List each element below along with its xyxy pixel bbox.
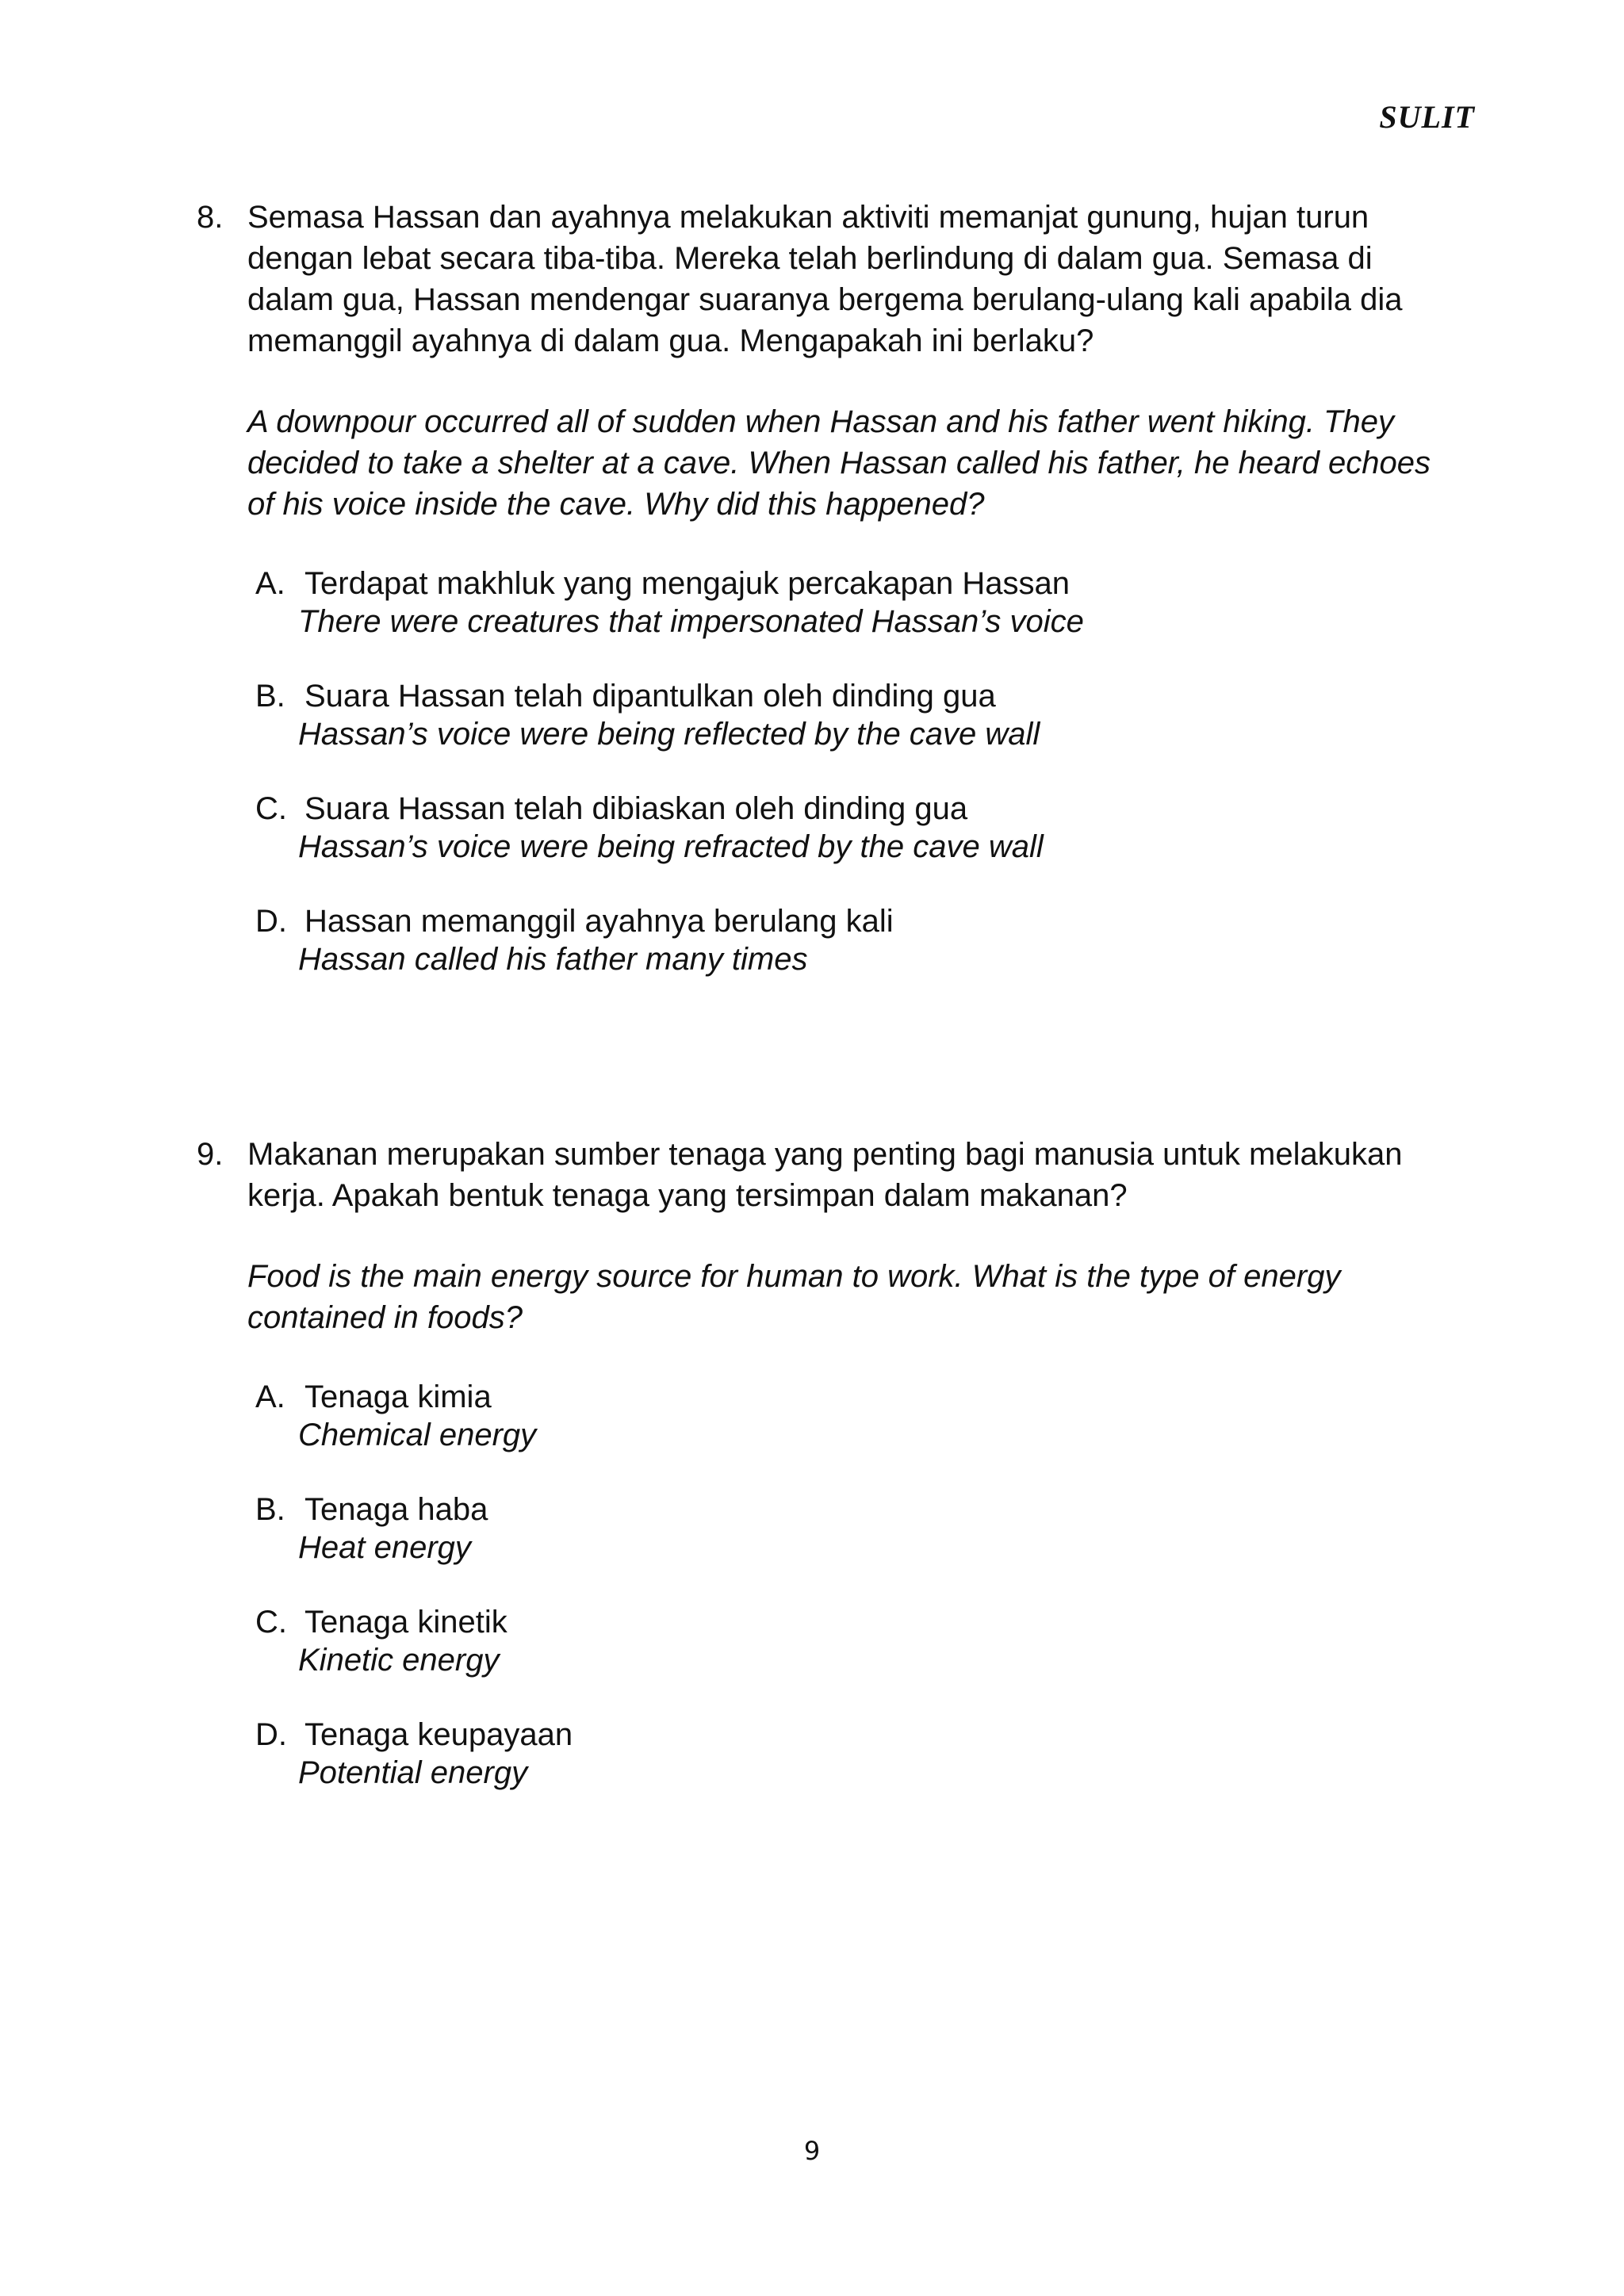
option-c[interactable]: [255, 1603, 1465, 1679]
option-b[interactable]: [255, 677, 1465, 753]
option-text-english: Heat energy: [298, 1530, 471, 1565]
option-text-malay: Tenaga haba: [304, 1492, 488, 1527]
answer-options: [255, 1378, 1465, 1792]
option-d[interactable]: [255, 902, 1465, 978]
option-text-malay: Terdapat makhluk yang mengajuk percakapan Hassan: [304, 566, 1071, 601]
option-text-malay: Suara Hassan telah dibiaskan oleh dinding gua: [304, 791, 968, 826]
page-number: 9: [803, 2136, 821, 2166]
option-text-english: Hassan’s voice were being refracted by the cave wall: [298, 829, 1044, 864]
option-text-malay: Tenaga kimia: [304, 1380, 492, 1414]
option-b[interactable]: [255, 1490, 1465, 1567]
option-letter: C.: [255, 791, 287, 826]
option-text-malay: Suara Hassan telah dipantulkan oleh dinding gua: [304, 679, 996, 714]
question-number: 9.: [197, 1137, 224, 1172]
option-d[interactable]: [255, 1716, 1465, 1792]
option-letter: D.: [255, 1717, 287, 1752]
option-letter: B.: [255, 1492, 285, 1527]
option-a[interactable]: [255, 564, 1465, 641]
option-text-english: Chemical energy: [298, 1418, 537, 1452]
option-text-malay: Tenaga kinetik: [304, 1605, 508, 1640]
option-a[interactable]: [255, 1378, 1465, 1454]
option-c[interactable]: [255, 790, 1465, 866]
option-letter: C.: [255, 1605, 287, 1640]
question-text-malay: Makanan merupakan sumber tenaga yang penting bagi manusia untuk melakukan kerja. Apakah bentuk tenaga yang tersimpan dalam makanan?: [247, 1137, 1403, 1213]
question-text-english: Food is the main energy source for human to work. What is the type of energy contained in foods?: [247, 1259, 1341, 1335]
option-letter: A.: [255, 566, 285, 601]
option-text-malay: Hassan memanggil ayahnya berulang kali: [304, 904, 894, 939]
option-text-english: Potential energy: [298, 1755, 528, 1790]
option-text-english: Hassan called his father many times: [298, 942, 808, 977]
option-letter: D.: [255, 904, 287, 939]
question-number: 8.: [197, 200, 224, 235]
option-letter: A.: [255, 1380, 285, 1414]
option-text-english: There were creatures that impersonated Hassan’s voice: [298, 604, 1084, 639]
question-text-malay: Semasa Hassan dan ayahnya melakukan aktiviti memanjat gunung, hujan turun dengan lebat secara tiba-tiba. Mereka telah berlindung di dalam gua. Semasa di dalam gua, Hassan mendengar suaranya bergema berulang-ulang kali apabila dia memanggil ayahnya di dalam gua. Mengapakah ini berlaku?: [247, 200, 1403, 358]
option-text-malay: Tenaga keupayaan: [304, 1717, 573, 1752]
option-text-english: Kinetic energy: [298, 1643, 500, 1678]
answer-options: [255, 564, 1465, 978]
question-8: [197, 197, 1465, 1015]
classification-mark: SULIT: [1379, 99, 1475, 135]
option-text-english: Hassan’s voice were being reflected by the cave wall: [298, 717, 1040, 752]
question-9: [197, 1134, 1465, 1828]
question-text-english: A downpour occurred all of sudden when Hassan and his father went hiking. They decided to take a shelter at a cave. When Hassan called his father, he heard echoes of his voice inside the cave. Why did this happened?: [247, 404, 1431, 522]
option-letter: B.: [255, 679, 285, 714]
